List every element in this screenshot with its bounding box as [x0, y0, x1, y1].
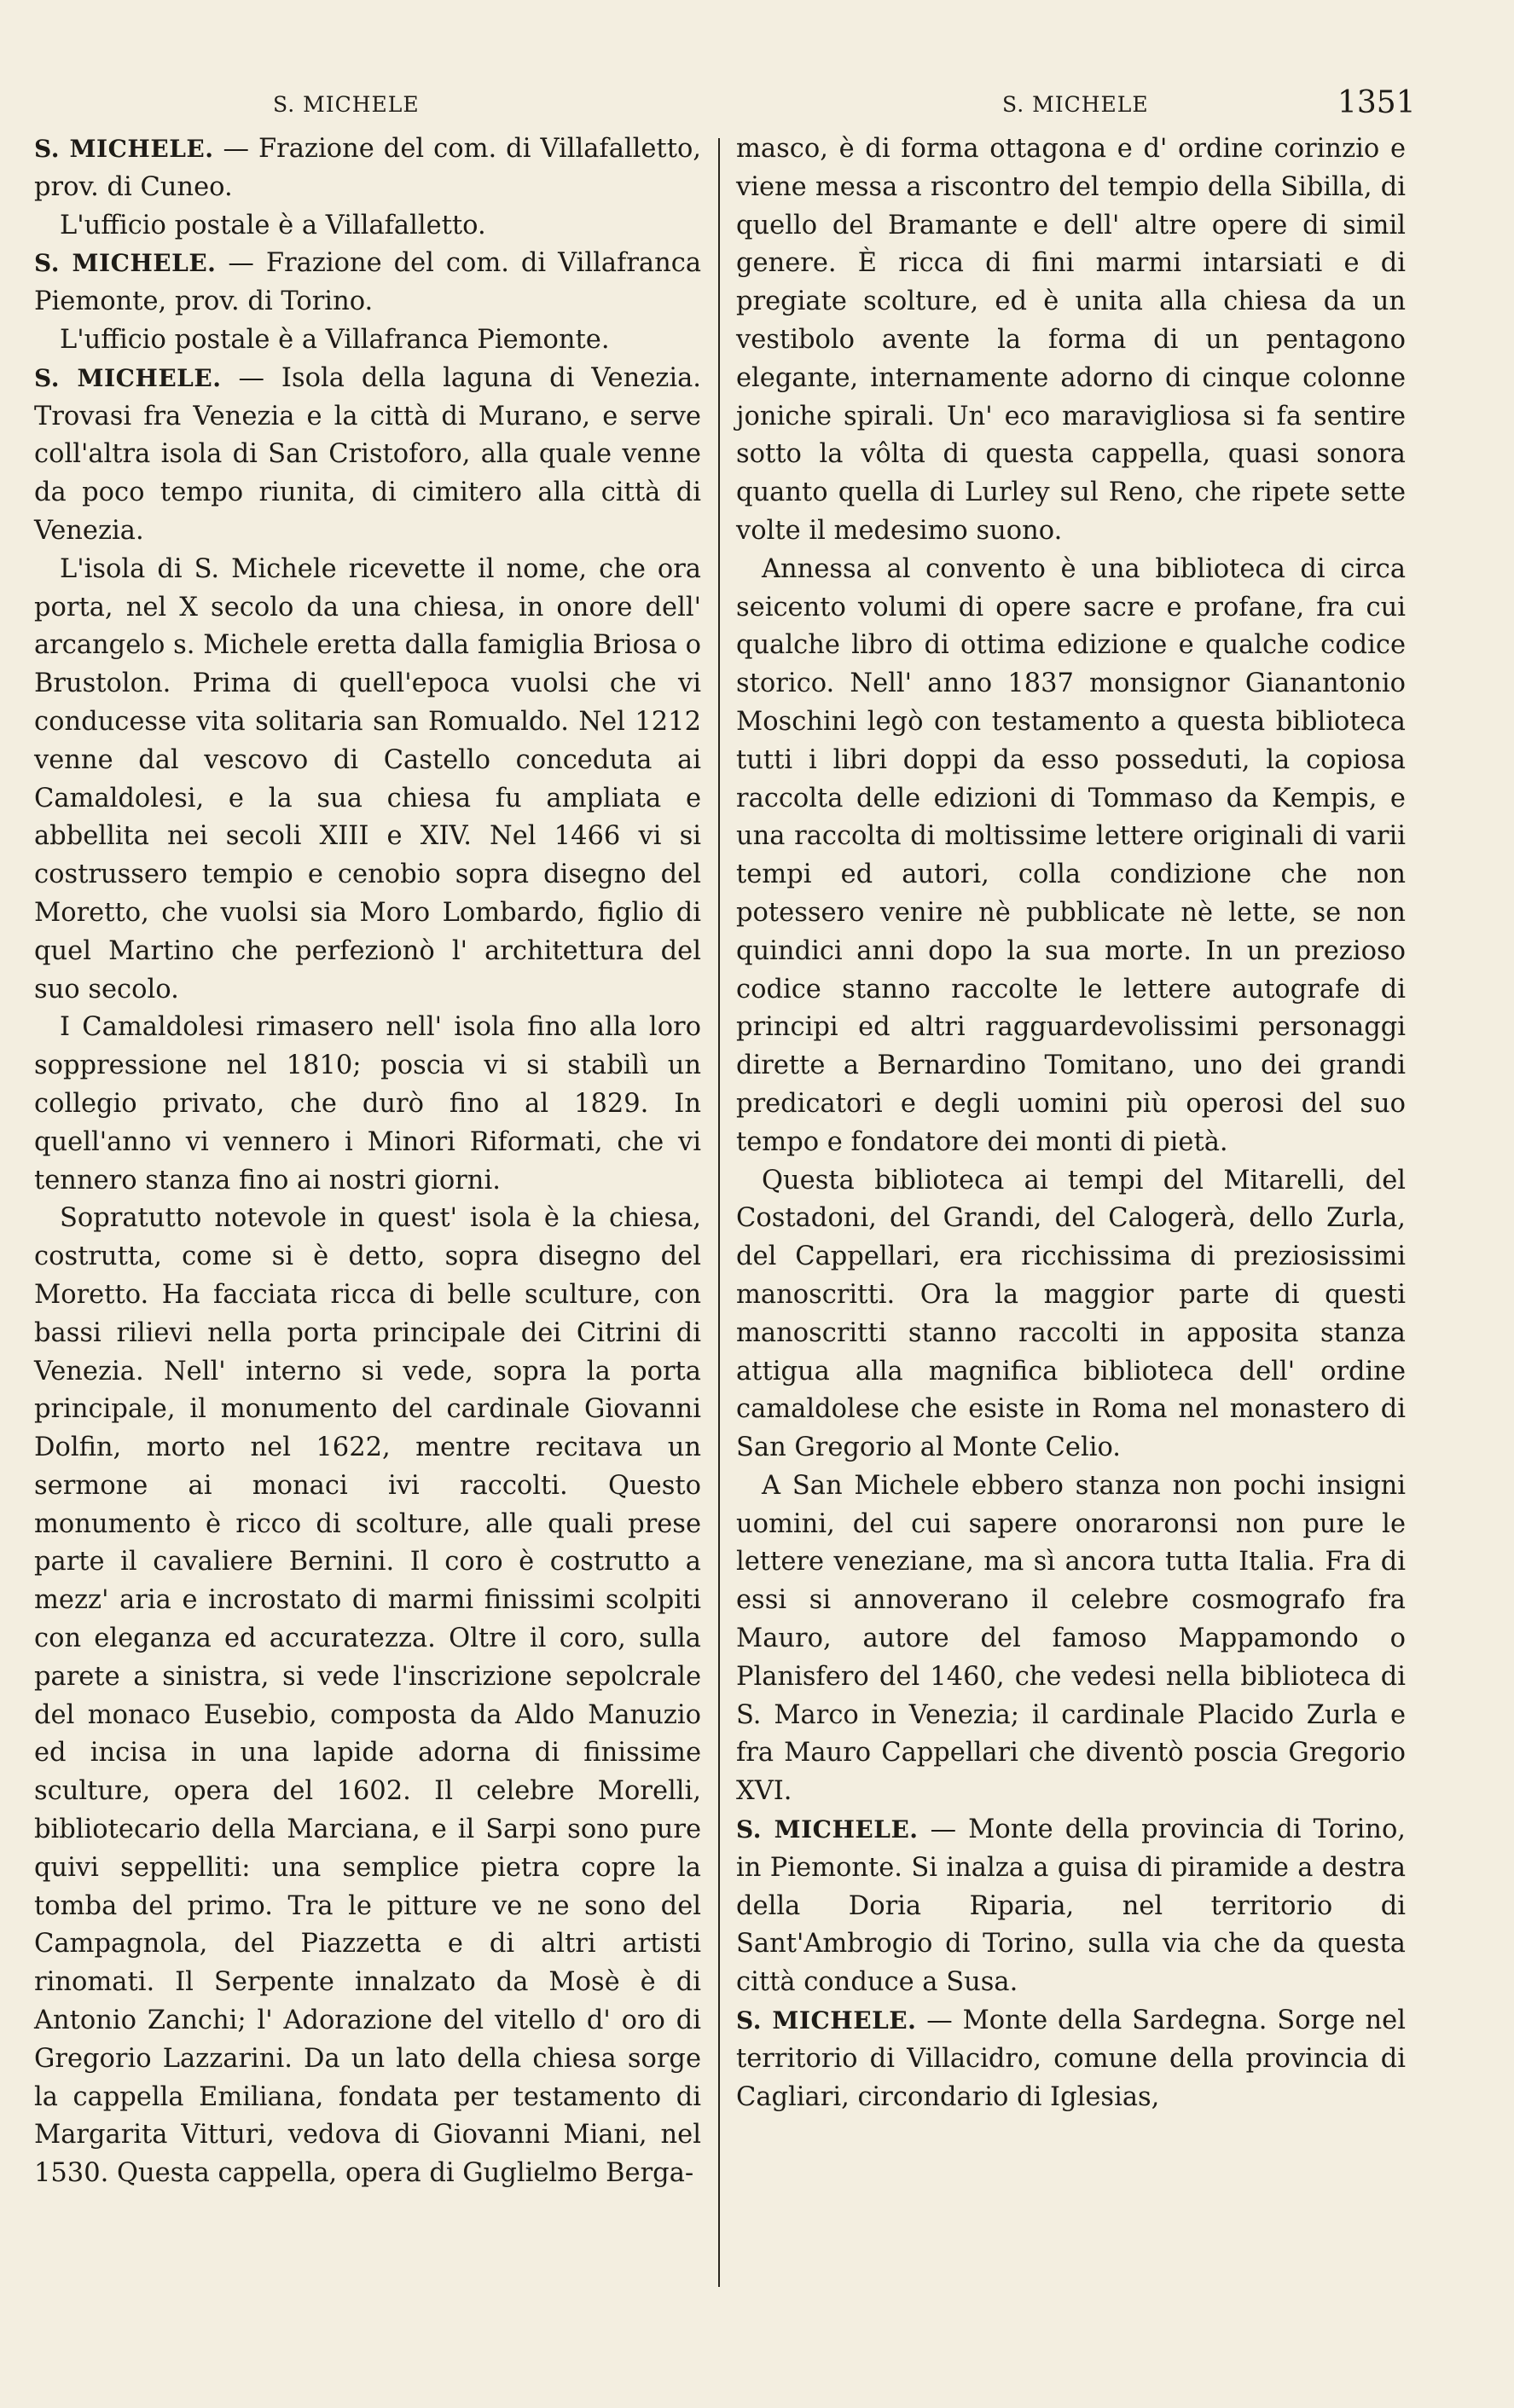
- entry-monte-torino: [736, 1811, 1406, 2002]
- running-head-right: S. MICHELE: [1002, 92, 1149, 117]
- entry-villafalletto: [34, 130, 701, 207]
- entry-text: — Monte della provincia di Torino, in Piemonte. Si inalza a guisa di piramide a destra della Doria Riparia, nel territorio di Sant'Ambrogio di Torino, sulla via che da questa città conduce a Susa.: [736, 1815, 1407, 1998]
- entry-isola: [34, 360, 701, 551]
- column-divider: [718, 138, 720, 2287]
- entry-headword: S. MICHELE.: [34, 135, 214, 163]
- paragraph: L'ufficio postale è a Villafalletto.: [60, 210, 486, 240]
- running-head-left: S. MICHELE: [273, 92, 420, 117]
- entry-headword: S. MICHELE.: [736, 1815, 919, 1844]
- left-column: [34, 130, 701, 2193]
- entry-text: — Frazione del com. di Villafalletto, prov. di Cuneo.: [34, 134, 702, 202]
- entry-headword: S. MICHELE.: [34, 363, 222, 392]
- paragraph: I Camaldolesi rimasero nell' isola fino alla loro soppressione nel 1810; poscia vi si stabilì un collegio privato, che durò fino al 1829. In quell'anno vi vennero i Minori Riformati, che vi tennero stanza fino ai nostri giorni.: [34, 1012, 701, 1195]
- paragraph: L'ufficio postale è a Villafranca Piemonte.: [60, 324, 610, 355]
- paragraph: L'isola di S. Michele ricevette il nome, che ora porta, nel X secolo da una chiesa, in onore dell' arcangelo s. Michele eretta dalla famiglia Briosa o Brustolon. Prima di quell'epoca vuolsi che vi conducesse vita solitaria san Romualdo. Nel 1212 venne dal vescovo di Castello conceduta ai Camaldolesi, e la sua chiesa fu ampliata e abbellita nei secoli XIII e XIV. Nel 1466 vi si costrussero tempio e cenobio sopra disegno del Moretto, che vuolsi sia Moro Lombardo, figlio di quel Martino che perfezionò l' architettura del suo secolo.: [34, 553, 701, 1004]
- right-column: [736, 130, 1406, 2116]
- page-number: 1351: [1337, 85, 1416, 120]
- entry-headword: S. MICHELE.: [736, 2006, 917, 2035]
- paragraph: masco, è di forma ottagona e d' ordine corinzio e viene messa a riscontro del tempio della Sibilla, di quello del Bramante e dell' altre opere di simil genere. È ricca di fini marmi intarsiati e di pregiate scolture, ed è unita alla chiesa da un vestibolo avente la forma di un pentagono elegante, internamente adorno di cinque colonne joniche spirali. Un' eco maravigliosa si fa sentire sotto la vôlta di questa cappella, quasi sonora quanto quella di Lurley sul Reno, che ripete sette volte il medesimo suono.: [736, 134, 1406, 546]
- entry-text: — Isola della laguna di Venezia. Trovasi fra Venezia e la città di Murano, e serve coll'altra isola di San Cristoforo, alla quale venne da poco tempo riunita, di cimitero alla città di Venezia.: [34, 362, 702, 546]
- entry-villafranca: [34, 245, 701, 321]
- entry-headword: S. MICHELE.: [34, 249, 217, 278]
- paragraph: A San Michele ebbero stanza non pochi insigni uomini, del cui sapere onoraronsi non pure le lettere veneziane, ma sì ancora tutta Italia. Fra di essi si annoverano il celebre cosmografo fra Mauro, autore del famoso Mappamondo o Planisfero del 1460, che vedesi nella biblioteca di S. Marco in Venezia; il cardinale Placido Zurla e fra Mauro Cappellari che diventò poscia Gregorio XVI.: [736, 1470, 1406, 1807]
- entry-text: — Monte della Sardegna. Sorge nel territorio di Villacidro, comune della provincia di Cagliari, circondario di Iglesias,: [736, 2006, 1406, 2112]
- entry-monte-sardegna: [736, 2002, 1406, 2116]
- entry-text: — Frazione del com. di Villafranca Piemonte, prov. di Torino.: [34, 248, 702, 317]
- paragraph: Sopratutto notevole in quest' isola è la chiesa, costrutta, come si è detto, sopra disegno del Moretto. Ha facciata ricca di belle sculture, con bassi rilievi nella porta principale dei Citrini di Venezia. Nell' interno si vede, sopra la porta principale, il monumento del cardinale Giovanni Dolfin, morto nel 1622, mentre recitava un sermone ai monaci ivi raccolti. Questo monumento è ricco di scolture, alle quali prese parte il cavaliere Bernini. Il coro è costrutto a mezz' aria e incrostato di marmi finissimi scolpiti con eleganza ed accuratezza. Oltre il coro, sulla parete a sinistra, si vede l'inscrizione sepolcrale del monaco Eusebio, composta da Aldo Manuzio ed incisa in una lapide adorna di finissime sculture, opera del 1602. Il celebre Morelli, bibliotecario della Marciana, e il Sarpi sono pure quivi seppelliti: una semplice pietra copre la tomba del primo. Tra le pitture ve ne sono del Campagnola, del Piazzetta e di altri artisti rinomati. Il Serpente innalzato da Mosè è di Antonio Zanchi; l' Adorazione del vitello d' oro di Gregorio Lazzarini. Da un lato della chiesa sorge la cappella Emiliana, fondata per testamento di Margarita Vitturi, vedova di Giovanni Miani, nel 1530. Questa cappella, opera di Guglielmo Berga-: [34, 1203, 701, 2189]
- paragraph: Questa biblioteca ai tempi del Mitarelli, del Costadoni, del Grandi, del Calogerà, dello Zurla, del Cappellari, era ricchissima di preziosissimi manoscritti. Ora la maggior parte di questi manoscritti stanno raccolti in apposita stanza attigua alla magnifica biblioteca dell' ordine camaldolese che esiste in Roma nel monastero di San Gregorio al Monte Celio.: [736, 1165, 1406, 1463]
- paragraph: Annessa al convento è una biblioteca di circa seicento volumi di opere sacre e profane, fra cui qualche libro di ottima edizione e qualche codice storico. Nell' anno 1837 monsignor Gianantonio Moschini legò con testamento a questa biblioteca tutti i libri doppi da esso posseduti, la copiosa raccolta delle edizioni di Tommaso da Kempis, e una raccolta di moltissime lettere originali di varii tempi ed autori, colla condizione che non potessero venire nè pubblicate nè lette, se non quindici anni dopo la sua morte. In un prezioso codice stanno raccolte le lettere autografe di principi ed altri ragguardevolissimi personaggi dirette a Bernardino Tomitano, uno dei grandi predicatori e degli uomini più operosi del suo tempo e fondatore dei monti di pietà.: [736, 553, 1406, 1157]
